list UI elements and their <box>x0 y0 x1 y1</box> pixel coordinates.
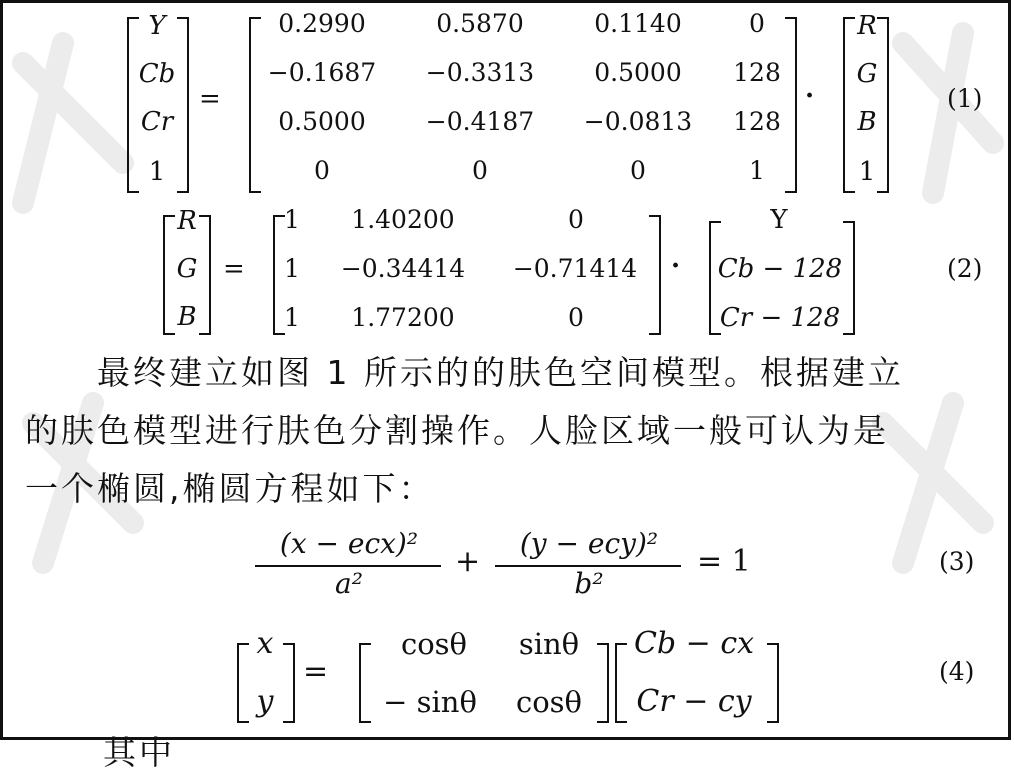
eq2-rhs-bracket-right <box>843 221 855 335</box>
bracket-right <box>177 17 189 193</box>
eq1-m-0-0: 0.2990 <box>278 9 366 38</box>
eq4-lhs-bracket-right <box>283 643 295 723</box>
eq2-m-0-2: 0 <box>568 205 584 234</box>
eq2-rhs-y: Y <box>770 205 788 235</box>
eq3-plus: + <box>455 544 481 579</box>
eq1-equals: = <box>199 84 221 114</box>
eq2-m-1-2: −0.71414 <box>512 254 638 283</box>
paragraph-line-1: 最终建立如图 1 所示的的肤色空间模型。根据建立 <box>97 353 904 392</box>
eq3-num1: (x − ecx)² <box>279 527 419 560</box>
eq1-lhs-cb: Cb <box>138 59 176 89</box>
eq4-rot-1-0: − sinθ <box>383 685 477 719</box>
eq1-m-2-2: −0.0813 <box>583 107 693 136</box>
eq4-vec-bracket-right <box>767 643 779 723</box>
eq4-rot-0-0: cosθ <box>400 627 468 661</box>
eq1-m-2-0: 0.5000 <box>278 107 366 136</box>
eq1-m-1-1: −0.3313 <box>425 58 535 87</box>
eq1-lhs-cr: Cr <box>140 107 174 137</box>
eq1-m-1-3: 128 <box>733 58 781 87</box>
eq1-m-2-1: −0.4187 <box>425 107 535 136</box>
eq1-number: (1) <box>947 84 983 113</box>
eq2-lhs-b: B <box>177 302 197 332</box>
eq3-den1: a² <box>335 567 363 600</box>
eq1-m-1-2: 0.5000 <box>594 58 682 87</box>
bracket-left <box>127 17 139 193</box>
eq2-m-2-1: 1.77200 <box>351 303 455 332</box>
eq2-lhs-r: R <box>177 206 197 236</box>
eq1-rhs-g: G <box>856 59 878 89</box>
eq1-m-0-1: 0.5870 <box>436 9 524 38</box>
eq1-m-0-3: 0 <box>749 9 765 38</box>
eq3-num2: (y − ecy)² <box>519 527 659 560</box>
eq1-m-3-1: 0 <box>472 156 488 185</box>
eq2-m-2-0: 1 <box>284 303 300 332</box>
paragraph-line-3: 一个椭圆,椭圆方程如下： <box>25 469 435 508</box>
eq4-number: (4) <box>939 657 975 686</box>
eq2-number: (2) <box>947 254 983 283</box>
eq4-equals: = <box>303 654 329 689</box>
eq1-m-3-3: 1 <box>749 156 765 185</box>
bottom-fragment: 其中 <box>103 733 175 772</box>
eq1-dot: · <box>805 81 815 111</box>
eq3-rhs: = 1 <box>697 544 751 579</box>
eq3-number: (3) <box>939 547 975 576</box>
eq1-m-3-2: 0 <box>630 156 646 185</box>
eq1-m-3-0: 0 <box>314 156 330 185</box>
eq2-dot: · <box>671 251 681 281</box>
eq4-rot-0-1: sinθ <box>518 627 580 661</box>
eq2-m-0-0: 1 <box>284 205 300 234</box>
eq2-m-1-1: −0.34414 <box>340 254 466 283</box>
eq1-m-2-3: 128 <box>733 107 781 136</box>
eq4-lhs-y: y <box>256 684 274 719</box>
eq2-m-0-1: 1.40200 <box>351 205 455 234</box>
eq1-rhs-b: B <box>857 107 877 137</box>
eq2-equals: = <box>223 254 245 284</box>
eq1-lhs-y: Y <box>148 11 166 41</box>
eq2-m-2-2: 0 <box>568 303 584 332</box>
eq4-vec-1: Cr − cy <box>636 684 752 719</box>
eq1-lhs-1: 1 <box>148 157 166 187</box>
eq1-rhs-r: R <box>857 11 877 41</box>
eq4-rot-1-1: cosθ <box>515 685 583 719</box>
eq1-rhs-1: 1 <box>858 157 876 187</box>
eq1-m-0-2: 0.1140 <box>594 9 682 38</box>
eq4-vec-0: Cb − cx <box>633 626 755 661</box>
eq1-m-1-0: −0.1687 <box>267 58 377 87</box>
eq4-lhs-x: x <box>256 626 274 661</box>
eq2-rhs-cb: Cb − 128 <box>717 254 843 284</box>
eq2-lhs-g: G <box>176 254 198 284</box>
eq3-den2: b² <box>574 567 604 600</box>
paragraph-line-2: 的肤色模型进行肤色分割操作。人脸区域一般可认为是 <box>25 411 889 450</box>
eq2-rhs-cr: Cr − 128 <box>719 303 841 333</box>
eq2-m-1-0: 1 <box>284 254 300 283</box>
